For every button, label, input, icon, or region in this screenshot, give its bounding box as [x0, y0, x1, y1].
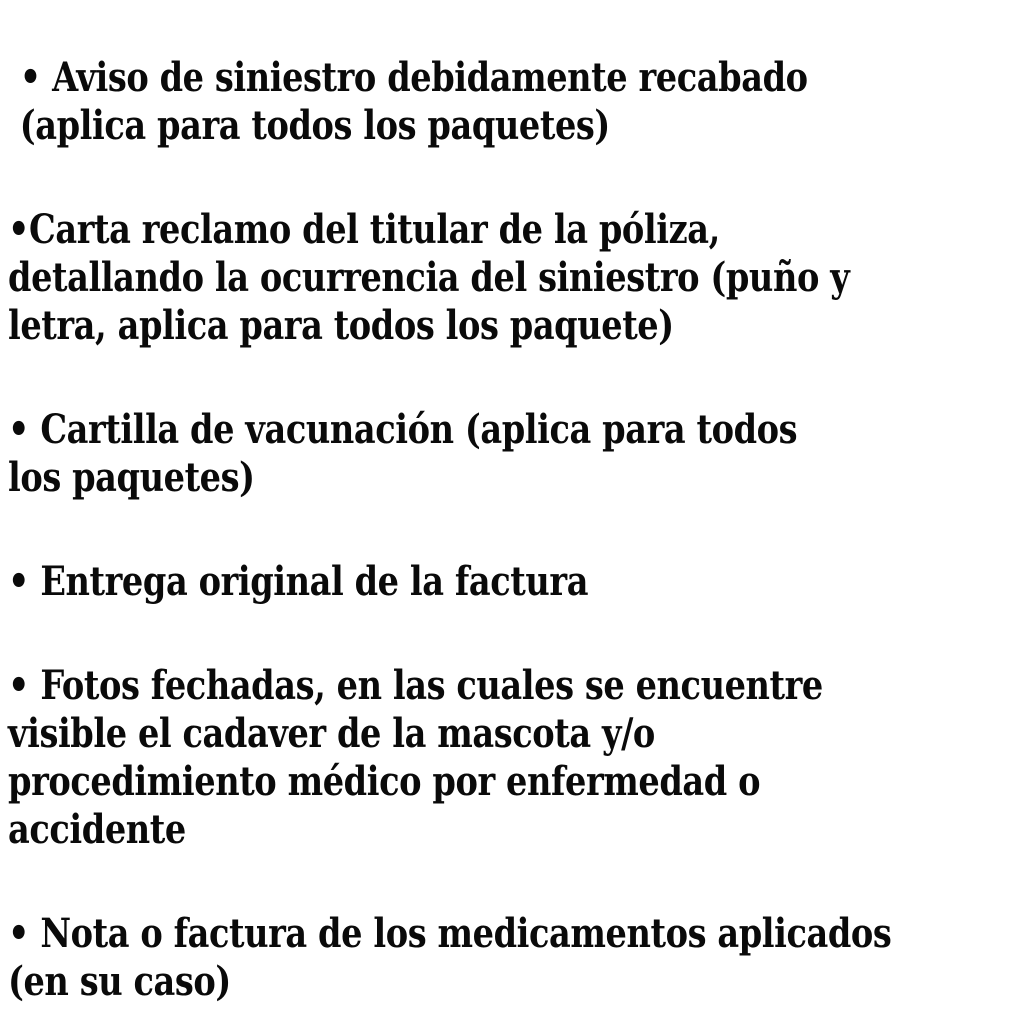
- text-line: • Aviso de siniestro debidamente recabado: [19, 54, 808, 101]
- text-line: (en su caso): [8, 958, 231, 1005]
- text-line: • Cartilla de vacunación (aplica para todos: [8, 406, 798, 453]
- text-line: • Entrega original de la factura: [8, 558, 589, 605]
- text-line: los paquetes): [8, 454, 255, 501]
- bullet-item-entrega-factura: [8, 558, 1024, 606]
- requirements-list: [8, 54, 1024, 1006]
- bullet-item-cartilla-vacunacion: [8, 406, 1024, 502]
- document-page: [8, 54, 1024, 1006]
- bullet-item-nota-medicamentos: [8, 910, 1024, 1006]
- bullet-item-fotos-fechadas: [8, 662, 1024, 854]
- text-line: • Fotos fechadas, en las cuales se encuentre: [8, 662, 823, 709]
- text-line: letra, aplica para todos los paquete): [8, 302, 674, 349]
- text-line: visible el cadaver de la mascota y/o: [8, 710, 655, 757]
- bullet-item-carta-reclamo: [8, 206, 1024, 350]
- bullet-item-aviso-siniestro: [8, 54, 1024, 150]
- text-line: (aplica para todos los paquetes): [19, 102, 610, 149]
- text-line: •Carta reclamo del titular de la póliza,: [8, 206, 720, 253]
- text-line: • Nota o factura de los medicamentos aplicados: [8, 910, 892, 957]
- text-line: detallando la ocurrencia del siniestro (puño y: [8, 254, 850, 301]
- text-line: procedimiento médico por enfermedad o: [8, 758, 761, 805]
- text-line: accidente: [8, 806, 186, 853]
